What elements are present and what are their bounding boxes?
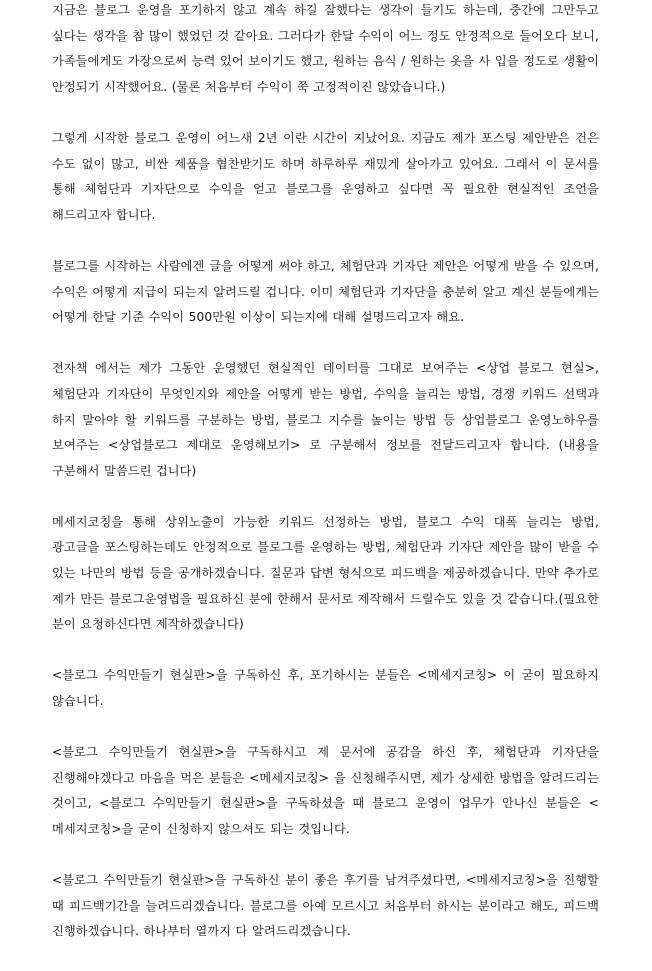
paragraph-8: <블로그 수익만들기 현실판>을 구독하신 분이 좋은 후기를 남겨주셨다면, <메세지코칭>을 진행할 때 피드백기간을 늘려드리겠습니다. 블로그를 아예 모르시고 처음부터 하시는 분이라고 해도, 피드백 진행하겠습니다. 하나부터 열까지 다 알려드리겠습니다. <box>52 873 599 939</box>
paragraph-4: 전자책 에서는 제가 그동안 운영했던 현실적인 데이터를 그대로 보여주는 <상업 블로그 현실>, 체험단과 기자단이 무엇인지와 제안을 어떻게 받는 방법, 수익을 늘리는 방법, 경쟁 키워드 선택과 하지 말아야 할 키워드를 구분하는 방법, 블로그 지수를 높이는 방법 등 상업블로그 운영노하우를 보여주는 <상업블로그 제대로 운영해보기> 로 구분해서 정보를 전달드리고자 합니다. (내용을 구분해서 말씀드린 겁니다) <box>52 361 599 478</box>
paragraph-1: 지금은 블로그 운영을 포기하지 않고 계속 하길 잘했다는 생각이 들기도 하는데, 중간에 그만두고 싶다는 생각을 참 많이 했었던 것 같아요. 그러다가 한달 수익이 어느 정도 안정적으로 들어오다 보니, 가족들에게도 가장으로써 능력 있어 보이기도 했고, 원하는 음식 / 원하는 옷을 사 입을 정도로 생활이 안정되기 시작했어요. (물론 처음부터 수익이 쭉 고정적이진 않았습니다.) <box>52 3 599 94</box>
paragraph-5: 메세지코칭을 통해 상위노출이 가능한 키워드 선정하는 방법, 블로그 수익 대폭 늘리는 방법, 광고글을 포스팅하는데도 안정적으로 블로그를 운영하는 방법, 체험단과 기자단 제안을 많이 받을 수 있는 나만의 방법 등을 공개하겠습니다. 질문과 답변 형식으로 피드백을 제공하겠습니다. 만약 추가로 제가 만든 블로그운영법을 필요하신 분에 한해서 문서로 제작해서 드릴수도 있을 것 같습니다.(필요한 분이 요청하신다면 제작하겠습니다) <box>52 514 599 632</box>
document-body <box>52 0 599 971</box>
paragraph-6: <블로그 수익만들기 현실판>을 구독하신 후, 포기하시는 분들은 <메세지코칭> 이 굳이 필요하지 않습니다. <box>52 668 599 709</box>
paragraph-3: 블로그를 시작하는 사람에겐 글을 어떻게 써야 하고, 체험단과 기자단 제안은 어떻게 받을 수 있으며, 수익은 어떻게 지급이 되는지 알려드릴 겁니다. 이미 체험단과 기자단을 충분히 알고 계신 분들에게는 어떻게 한달 기준 수익이 500만원 이상이 되는지에 대해 설명드리고자 해요. <box>52 258 599 325</box>
paragraph-7: <블로그 수익만들기 현실판>을 구독하시고 제 문서에 공감을 하신 후, 체험단과 기자단을 진행해야겠다고 마음을 먹은 분들은 <메세지코칭> 을 신청해주시면, 제가 상세한 방법을 알려드리는 것이고, <블로그 수익만들기 현실판>을 구독하셨을 때 블로그 운영이 업무가 안나신 분들은 <메세지코칭>을 굳이 신청하지 않으셔도 되는 것입니다. <box>52 745 599 836</box>
paragraph-2: 그렇게 시작한 블로그 운영이 어느새 2년 이란 시간이 지났어요. 지금도 제가 포스팅 제안받은 건은 수도 없이 많고, 비싼 제품을 협찬받기도 하며 하루하루 재밌게 살아가고 있어요. 그래서 이 문서를 통해 체험단과 기자단으로 수익을 얻고 블로그를 운영하고 싶다면 꼭 필요한 현실적인 조언을 해드리고자 합니다. <box>52 130 599 222</box>
